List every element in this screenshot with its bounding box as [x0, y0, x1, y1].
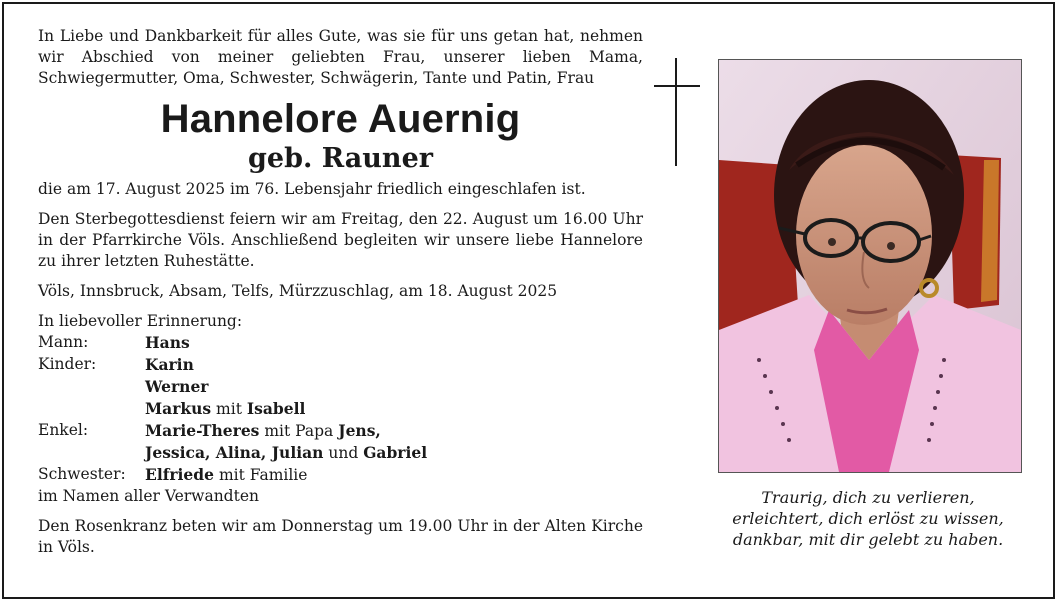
family-kind-3-mit: mit: [216, 400, 242, 418]
notice-text-column: [38, 26, 643, 558]
family-enkel-2: Jessica, Alina, Julian: [145, 443, 324, 462]
family-schwester-mit: mit Familie: [218, 466, 308, 484]
family-label-kinder: Kinder:: [38, 355, 97, 373]
maiden-name: geb. Rauner: [248, 143, 433, 174]
portrait-photo: [718, 59, 1022, 473]
intro-text: In Liebe und Dankbarkeit für alles Gute, was sie für uns getan hat, nehmen wir Abschied von meiner geliebten Frau, unserer lieben Mama, Schwiegermutter, Oma, Schwester, Schwägerin, Tante und Patin, Frau: [38, 27, 643, 87]
death-line: die am 17. August 2025 im 76. Lebensjahr friedlich eingeschlafen ist.: [38, 180, 586, 198]
family-label-schwester: Schwester:: [38, 465, 126, 483]
cross-icon: [654, 58, 700, 166]
place-date: Völs, Innsbruck, Absam, Telfs, Mürzzuschlag, am 18. August 2025: [38, 282, 558, 300]
family-enkel-3: Gabriel: [363, 443, 428, 462]
family-mann: Hans: [145, 333, 190, 352]
rosary-text: Den Rosenkranz beten wir am Donnerstag um 19.00 Uhr in der Alten Kirche in Völs.: [38, 517, 643, 556]
family-kind-2: Werner: [145, 377, 209, 396]
quote-line-1: Traurig, dich zu verlieren,: [761, 488, 975, 507]
family-enkel-1: Marie-Theres: [145, 421, 260, 440]
memorial-quote: [700, 487, 1036, 550]
family-kind-1: Karin: [145, 355, 194, 374]
family-kind-3-partner: Isabell: [246, 399, 306, 418]
quote-line-3: dankbar, mit dir gelebt zu haben.: [732, 530, 1004, 549]
family-list: [38, 332, 643, 486]
memory-heading: In liebevoller Erinnerung:: [38, 312, 243, 330]
family-label-mann: Mann:: [38, 333, 89, 351]
family-schwester: Elfriede: [145, 465, 214, 484]
family-label-enkel: Enkel:: [38, 421, 89, 439]
quote-line-2: erleichtert, dich erlöst zu wissen,: [732, 509, 1004, 528]
family-kind-3: Markus: [145, 399, 212, 418]
family-enkel-1-mit: mit Papa: [264, 422, 334, 440]
family-enkel-1-papa: Jens,: [338, 421, 381, 440]
family-enkel-2-und: und: [328, 444, 359, 462]
relatives-line: im Namen aller Verwandten: [38, 487, 259, 505]
service-text: Den Sterbegottesdienst feiern wir am Freitag, den 22. August um 16.00 Uhr in der Pfarrkirche Völs. Anschließend begleiten wir unsere liebe Hannelore zu ihrer letzten Ruhestätte.: [38, 210, 643, 270]
deceased-name: Hannelore Auernig: [160, 97, 521, 141]
